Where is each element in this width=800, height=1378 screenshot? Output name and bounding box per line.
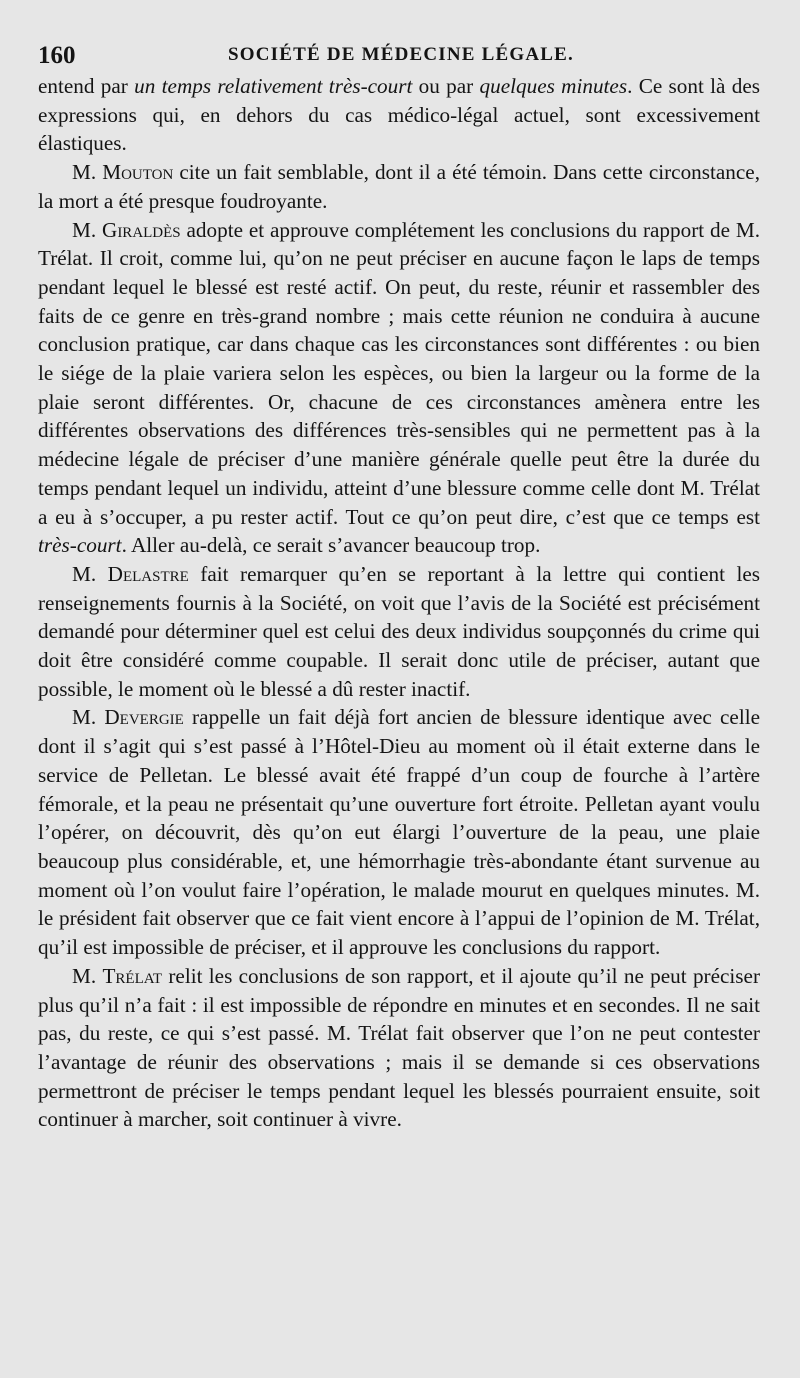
text-segment: . Ce sont là des expressions qui, en dehors du cas médico-légal actuel, sont excessivement élastiques.	[38, 74, 761, 156]
text-segment: M.	[72, 217, 103, 242]
text-segment: M.	[72, 160, 103, 185]
italic-phrase: un temps relativement très-court	[134, 74, 413, 98]
text-segment: cite un fait semblable, dont il a été témoin. Dans cette circonstance, la mort a été presque foudroyante.	[38, 160, 760, 213]
text-segment: M.	[72, 561, 108, 586]
italic-phrase: très-court	[38, 533, 122, 558]
paragraph	[38, 216, 760, 560]
italic-phrase: quelques minutes	[479, 74, 628, 98]
speaker-name: Devergie	[104, 705, 184, 730]
text-segment: . Aller au-delà, ce serait s’avancer beaucoup trop.	[121, 533, 541, 558]
page-header	[38, 38, 762, 72]
text-segment: fait remarquer qu’en se reportant à la lettre qui contient les renseignements fournis à la Société, on voit que l’avis de la Société est précisément demandé pour déterminer quel est celui des deux individus soupçonnés du crime qui doit être considéré comme coupable. Il serait donc utile de préciser, autant que possible, le moment où le blessé a dû rester inactif.	[38, 561, 760, 701]
text-segment: M.	[72, 963, 103, 988]
paragraph	[38, 158, 760, 215]
paragraph	[38, 72, 760, 158]
speaker-name: Giraldès	[102, 217, 181, 242]
text-segment: M.	[72, 705, 105, 730]
text-segment: adopte et approuve complétement les conclusions du rapport de M. Trélat. Il croit, comme lui, qu’on ne peut préciser en aucune façon le laps de temps pendant lequel le blessé est resté actif. On peut, du reste, réunir et rassembler des faits de ce genre en très-grand nombre ; mais cette réunion ne conduira à aucune conclusion pratique, car dans chaque cas les circonstances sont différentes : ou bien le siége de la plaie variera selon les espèces, ou bien la largeur ou la forme de la plaie seront différentes. Or, chacune de ces circonstances amènera entre les différentes observations des différences très-sensibles qui ne permettent pas à la médecine légale de préciser d’une manière générale quelle peut être la durée du temps pendant lequel un individu, atteint d’une blessure comme celle dont M. Trélat a eu à s’occuper, a pu rester actif. Tout ce qu’on peut dire, c’est que ce temps est	[38, 217, 761, 529]
running-title: SOCIÉTÉ DE MÉDECINE LÉGALE.	[228, 44, 574, 65]
speaker-name: Trélat	[102, 963, 163, 988]
speaker-name: Mouton	[102, 160, 174, 185]
text-segment: rappelle un fait déjà fort ancien de blessure identique avec celle dont il s’agit qui s’est passé à l’Hôtel-Dieu au moment où il était externe dans le service de Pelletan. Le blessé avait été frappé d’un coup de fourche à l’artère fémorale, et la peau ne présentait qu’une ouverture fort étroite. Pelletan ayant voulu l’opérer, on découvrit, dès qu’on eut élargi l’ouverture de la peau, une plaie beaucoup plus considérable, et, une hémorrhagie très-abondante étant survenue au moment où l’on voulut faire l’opération, le malade mourut en quelques minutes. M. le président fait observer que ce fait vient encore à l’appui de l’opinion de M. Trélat, qu’il est impossible de préciser, et il approuve les conclusions du rapport.	[38, 705, 761, 960]
text-segment: entend par	[38, 74, 135, 98]
page-number: 160	[38, 42, 76, 69]
paragraph	[38, 703, 760, 961]
paragraph	[38, 560, 760, 704]
paragraph	[38, 962, 760, 1134]
text-segment: relit les conclusions de son rapport, et il ajoute qu’il ne peut préciser plus qu’il n’a fait : il est impossible de répondre en minutes et en secondes. Il ne sait pas, du reste, ce qui s’est passé. M. Trélat fait observer que l’on ne peut contester l’avantage de réunir des observations ; mais il se demande si ces observations permettront de préciser le temps pendant lequel les blessés pourraient ensuite, soit continuer à marcher, soit continuer à vivre.	[38, 963, 761, 1132]
speaker-name: Delastre	[107, 561, 189, 586]
body-text	[38, 72, 760, 1134]
text-segment: ou par	[412, 74, 480, 98]
